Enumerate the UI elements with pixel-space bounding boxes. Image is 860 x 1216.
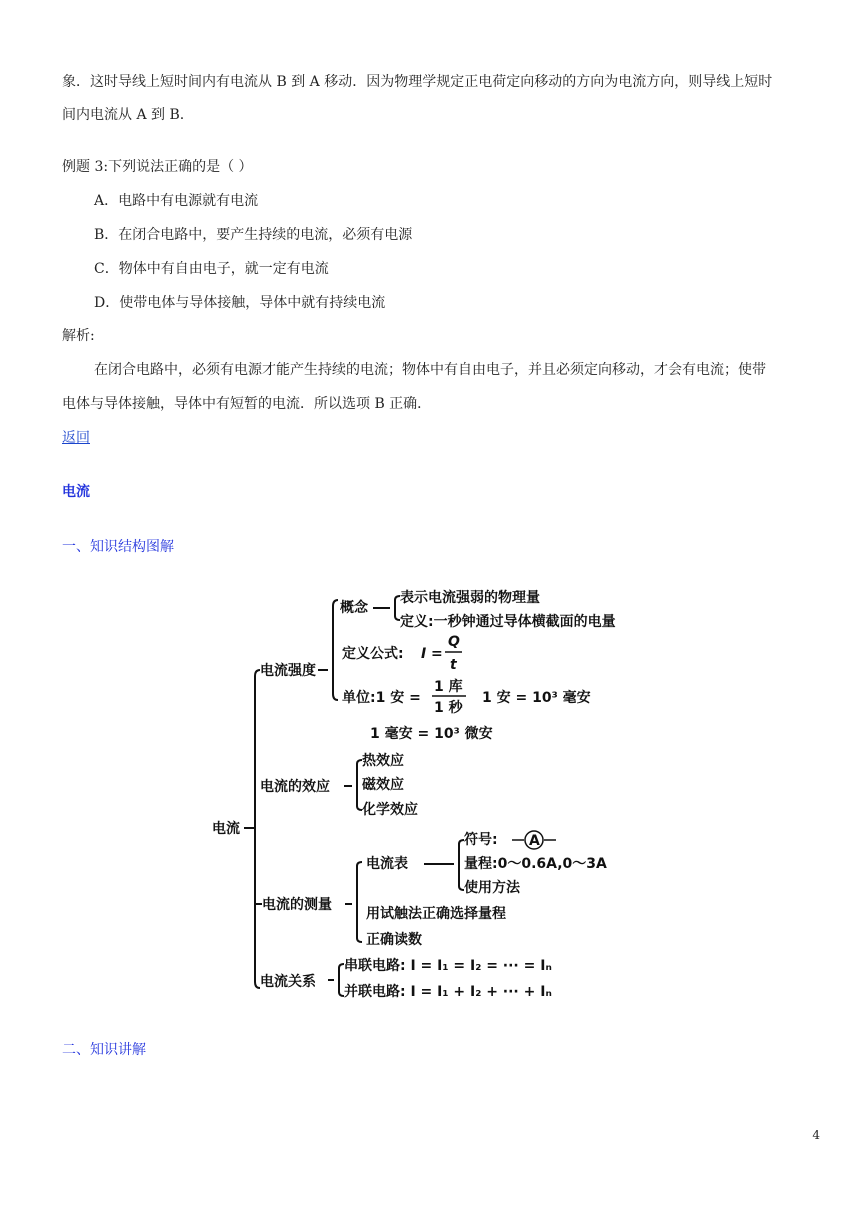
option-a: A．电路中有电源就有电流	[94, 193, 259, 209]
option-b: B．在闭合电路中，要产生持续的电流，必须有电源	[94, 227, 413, 243]
formula-numerator: Q	[448, 634, 460, 650]
page-number: 4	[812, 1128, 820, 1142]
root-brace	[255, 670, 260, 988]
concept-label: 概念	[340, 600, 368, 616]
unit-denominator: 1 秒	[434, 700, 463, 716]
section-knowledge-structure: 一、知识结构图解	[62, 539, 174, 555]
intro-line-1: 象．这时导线上短时间内有电流从 B 到 A 移动．因为物理学规定正电荷定向移动的方向为电流方向，则导线上短时	[62, 74, 773, 90]
symbol-label: 符号:	[464, 832, 498, 848]
concept-item-1: 表示电流强弱的物理量	[400, 590, 540, 606]
b3-brace	[357, 862, 362, 942]
option-d: D．使带电体与导体接触，导体中就有持续电流	[94, 295, 386, 311]
effect-heat: 热效应	[362, 753, 404, 769]
back-link[interactable]: 返回	[62, 430, 90, 446]
analysis-label: 解析:	[62, 328, 95, 344]
effect-chemical: 化学效应	[362, 802, 418, 818]
analysis-line-2: 电体与导体接触，导体中有短暂的电流．所以选项 B 正确．	[62, 396, 432, 412]
option-c: C．物体中有自由电子，就一定有电流	[94, 261, 329, 277]
concept-item-2: 定义:一秒钟通过导体横截面的电量	[400, 614, 616, 630]
formula-denominator: t	[450, 657, 457, 673]
trial-method: 用试触法正确选择量程	[366, 906, 506, 922]
ammeter-range: 量程:0～0.6A,0～3A	[464, 856, 607, 872]
example-question: 例题 3:下列说法正确的是（ ）	[62, 159, 253, 175]
formula-equals: =	[431, 646, 443, 662]
b1-brace	[333, 600, 338, 700]
analysis-line-1: 在闭合电路中，必须有电源才能产生持续的电流；物体中有自由电子，并且必须定向移动，才会有电流；使带	[94, 362, 766, 378]
branch-current-relations: 电流关系	[260, 974, 316, 990]
ammeter-label: 电流表	[366, 856, 408, 872]
branch-current-effects: 电流的效应	[260, 779, 330, 795]
unit-numerator: 1 库	[434, 679, 463, 695]
knowledge-structure-diagram	[200, 578, 680, 1018]
series-relation: 串联电路: I = I₁ = I₂ = ··· = Iₙ	[344, 958, 552, 974]
unit-label: 单位:1 安 =	[342, 690, 421, 706]
branch-current-measurement: 电流的测量	[262, 897, 332, 913]
formula-I: I	[421, 646, 427, 662]
ammeter-usage: 使用方法	[464, 880, 520, 896]
diagram-root: 电流	[212, 821, 240, 837]
unit-relation-1: 1 安 = 10³ 毫安	[482, 690, 591, 706]
intro-line-2: 间内电流从 A 到 B.	[62, 107, 185, 123]
topic-title: 电流	[62, 484, 90, 500]
formula-label: 定义公式:	[342, 646, 404, 662]
branch-current-intensity: 电流强度	[260, 663, 316, 679]
ammeter-symbol-letter: A	[529, 833, 540, 849]
parallel-relation: 并联电路: I = I₁ + I₂ + ··· + Iₙ	[344, 984, 552, 1000]
correct-reading: 正确读数	[366, 932, 422, 948]
unit-relation-2: 1 毫安 = 10³ 微安	[370, 726, 493, 742]
section-knowledge-explanation: 二、知识讲解	[62, 1042, 146, 1058]
effect-magnetic: 磁效应	[362, 777, 404, 793]
